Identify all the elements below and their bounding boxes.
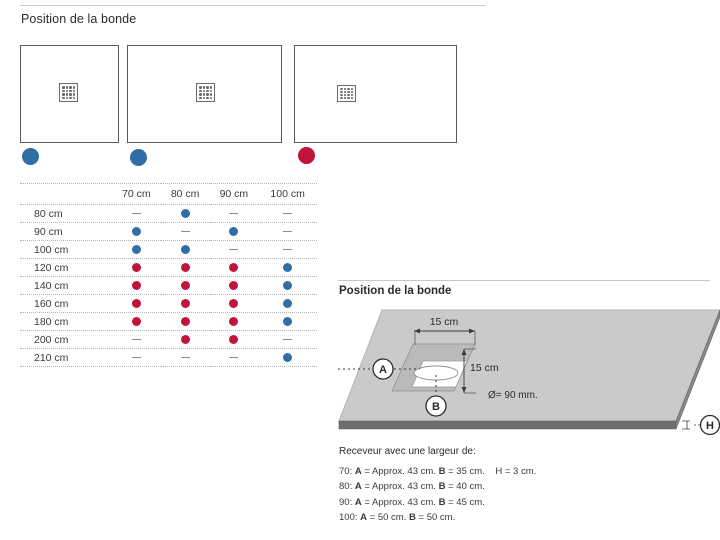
cell-marker-dot-red — [181, 317, 190, 326]
cell-marker-dot-blue — [132, 245, 141, 254]
table-cell-unavailable — [112, 205, 161, 223]
cell-marker-dot-red — [132, 317, 141, 326]
table-cell-available — [210, 277, 259, 295]
table-row — [20, 259, 317, 277]
table-row-label: 180 cm — [20, 313, 112, 331]
cell-marker-dot-blue — [229, 227, 238, 236]
table-cell-unavailable — [258, 241, 317, 259]
table-cell-available — [161, 241, 210, 259]
size-matrix — [20, 183, 317, 367]
cell-marker-dot-blue — [283, 281, 292, 290]
spec-label-b: B — [409, 512, 416, 523]
table-cell-available — [112, 241, 161, 259]
drain-grate-icon — [59, 83, 78, 102]
drain-grate-holes — [199, 86, 212, 99]
table-row — [20, 349, 317, 367]
spec-block — [339, 444, 536, 526]
table-cell-available — [161, 205, 210, 223]
cell-marker-dot-red — [181, 281, 190, 290]
table-cell-available — [112, 259, 161, 277]
spec-label-a: A — [354, 496, 362, 508]
table-cell-unavailable — [161, 349, 210, 367]
table-row — [20, 295, 317, 313]
table-cell-unavailable — [258, 205, 317, 223]
cell-marker-dot-blue — [283, 353, 292, 362]
table-cell-available — [258, 277, 317, 295]
diameter-label: Ø= 90 mm. — [488, 390, 538, 401]
table-row-label: 210 cm — [20, 349, 112, 367]
legend-dot-blue — [130, 149, 147, 166]
header-divider — [20, 5, 485, 6]
spec-label-b: B — [438, 496, 446, 508]
table-col-header: 90 cm — [210, 184, 259, 205]
table-cell-available — [161, 295, 210, 313]
spec-line — [339, 479, 536, 495]
spec-line-prefix: 100: — [339, 512, 361, 523]
legend-dot-blue — [22, 148, 39, 165]
cell-marker-dot-red — [132, 299, 141, 308]
spec-line-prefix: 70: — [339, 465, 355, 477]
table-row-label: 160 cm — [20, 295, 112, 313]
table-cell-available — [258, 295, 317, 313]
size-table — [20, 183, 317, 367]
cell-marker-dash — [132, 213, 141, 214]
cell-marker-dot-red — [229, 299, 238, 308]
cell-marker-dot-red — [229, 281, 238, 290]
table-cell-unavailable — [112, 331, 161, 349]
cell-marker-dash — [132, 357, 141, 358]
dim-height-label: 15 cm — [470, 362, 499, 374]
cell-marker-dash — [181, 357, 190, 358]
table-row — [20, 331, 317, 349]
table-row-label: 120 cm — [20, 259, 112, 277]
drain-grate-holes — [62, 86, 75, 99]
spec-line-prefix: 80: — [339, 481, 355, 492]
cell-marker-dash — [229, 249, 238, 250]
table-cell-available — [210, 313, 259, 331]
dim-width-label: 15 cm — [429, 316, 459, 328]
table-row-label: 200 cm — [20, 331, 112, 349]
spec-line — [339, 495, 536, 511]
detail-divider — [338, 280, 710, 281]
table-cell-available — [210, 331, 259, 349]
table-row — [20, 205, 317, 223]
tray-thickness — [339, 421, 676, 429]
spec-value-b: = 45 cm. — [445, 496, 485, 508]
cell-marker-dot-red — [181, 335, 190, 344]
marker-h-label: H — [706, 420, 714, 432]
spec-label-b: B — [438, 481, 446, 492]
cell-marker-dot-blue — [283, 263, 292, 272]
table-cell-unavailable — [210, 349, 259, 367]
spec-label-b: B — [438, 465, 446, 477]
table-row — [20, 277, 317, 295]
table-cell-available — [161, 277, 210, 295]
spec-value-b: = 50 cm. — [415, 512, 456, 523]
cell-marker-dash — [229, 213, 238, 214]
cell-marker-dash — [283, 213, 292, 214]
spec-label-a: A — [354, 465, 362, 477]
cell-marker-dot-blue — [181, 245, 190, 254]
tray-large — [294, 45, 457, 143]
table-row-label: 80 cm — [20, 205, 112, 223]
table-cell-available — [112, 295, 161, 313]
table-header-row — [20, 184, 317, 205]
table-row — [20, 313, 317, 331]
cell-marker-dot-blue — [283, 299, 292, 308]
table-cell-available — [161, 331, 210, 349]
table-cell-available — [210, 223, 259, 241]
table-col-header: 80 cm — [161, 184, 210, 205]
spec-value-b: = 40 cm. — [445, 481, 485, 492]
table-col-header: 70 cm — [112, 184, 161, 205]
spec-value-a: = 50 cm. — [367, 512, 409, 523]
spec-heading: Receveur avec une largeur de: — [339, 446, 476, 457]
table-cell-unavailable — [258, 331, 317, 349]
table-cell-available — [210, 259, 259, 277]
legend-dot-red — [298, 147, 315, 164]
cell-marker-dot-red — [181, 263, 190, 272]
table-cell-unavailable — [210, 205, 259, 223]
table-cell-available — [258, 259, 317, 277]
table-cell-unavailable — [161, 223, 210, 241]
cell-marker-dot-red — [229, 335, 238, 344]
table-row — [20, 223, 317, 241]
table-cell-available — [112, 223, 161, 241]
spec-line-prefix: 90: — [339, 496, 355, 508]
table-row-label: 100 cm — [20, 241, 112, 259]
table-body — [20, 205, 317, 367]
table-cell-unavailable — [210, 241, 259, 259]
cell-marker-dot-blue — [132, 227, 141, 236]
table-cell-available — [258, 349, 317, 367]
cell-marker-dash — [229, 357, 238, 358]
cell-marker-dot-red — [229, 263, 238, 272]
cell-marker-dash — [283, 339, 292, 340]
tray-top-surface — [339, 310, 720, 421]
drain-hole — [414, 366, 458, 380]
spec-value-a: = Approx. 43 cm. — [361, 496, 439, 508]
spec-label-a: A — [354, 481, 362, 492]
cell-marker-dot-red — [132, 281, 141, 290]
marker-b-label: B — [432, 401, 440, 413]
spec-line — [339, 510, 536, 526]
drain-grate-icon — [337, 85, 356, 102]
cell-marker-dash — [283, 231, 292, 232]
table-row-label: 140 cm — [20, 277, 112, 295]
cell-marker-dot-red — [132, 263, 141, 272]
table-cell-available — [161, 313, 210, 331]
table-cell-unavailable — [112, 349, 161, 367]
drain-grate-holes — [340, 88, 353, 99]
table-cell-available — [161, 259, 210, 277]
drain-grate-icon — [196, 83, 215, 102]
table-row — [20, 241, 317, 259]
table-cell-available — [112, 277, 161, 295]
cell-marker-dot-red — [181, 299, 190, 308]
cell-marker-dash — [181, 231, 190, 232]
spec-value-b: = 35 cm. — [445, 465, 485, 477]
marker-a-label: A — [379, 364, 387, 376]
tray-perspective-diagram — [338, 303, 720, 443]
cell-marker-dot-blue — [283, 317, 292, 326]
spec-lines — [339, 464, 536, 526]
cell-marker-dash — [132, 339, 141, 340]
spec-value-a: = Approx. 43 cm. — [361, 481, 439, 492]
table-cell-available — [210, 295, 259, 313]
table-cell-unavailable — [258, 223, 317, 241]
spec-line — [339, 464, 536, 480]
spec-label-a: A — [360, 512, 368, 523]
cell-marker-dot-red — [229, 317, 238, 326]
table-col-header: 100 cm — [258, 184, 317, 205]
spec-value-a: = Approx. 43 cm. — [361, 465, 439, 477]
spec-extra: H = 3 cm. — [484, 465, 537, 477]
table-cell-available — [112, 313, 161, 331]
table-cell-available — [258, 313, 317, 331]
cell-marker-dash — [283, 249, 292, 250]
table-row-label: 90 cm — [20, 223, 112, 241]
detail-title: Position de la bonde — [339, 285, 452, 297]
page-title: Position de la bonde — [21, 12, 137, 26]
table-corner-cell — [20, 184, 112, 205]
cell-marker-dot-blue — [181, 209, 190, 218]
